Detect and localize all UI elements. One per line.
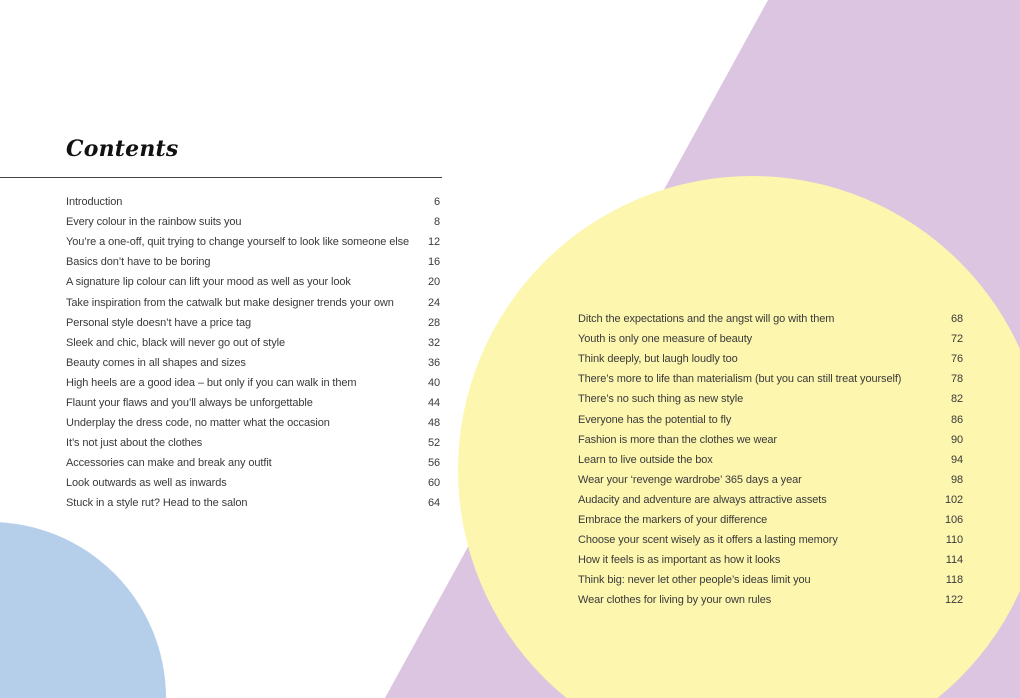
toc-entry (578, 570, 963, 590)
toc-entry (66, 272, 440, 292)
toc-entry-page: 94 (950, 453, 963, 466)
toc-entry-title: High heels are a good idea – but only if you can walk in them (66, 376, 357, 389)
toc-entry-page: 36 (427, 356, 440, 369)
toc-entry-page: 32 (427, 336, 440, 349)
toc-entry-page: 6 (433, 196, 440, 209)
toc-entry (66, 333, 440, 353)
toc-entry (578, 590, 963, 610)
toc-list-left (66, 192, 440, 514)
contents-title: Contents (66, 136, 179, 162)
toc-entry-title: Embrace the markers of your difference (578, 513, 768, 526)
toc-entry (66, 252, 440, 272)
toc-entry-title: Ditch the expectations and the angst will go with them (578, 313, 835, 326)
toc-entry-page: 98 (950, 473, 963, 486)
toc-entry-title: Personal style doesn’t have a price tag (66, 316, 252, 329)
toc-entry (66, 192, 440, 212)
toc-list-right (578, 309, 963, 610)
toc-entry-title: Flaunt your flaws and you’ll always be unforgettable (66, 396, 313, 409)
toc-entry (578, 409, 963, 429)
toc-entry (578, 349, 963, 369)
toc-entry (578, 389, 963, 409)
toc-entry-page: 118 (945, 574, 963, 587)
toc-entry-page: 56 (427, 457, 440, 470)
toc-entry-title: Wear your ‘revenge wardrobe’ 365 days a year (578, 473, 802, 486)
toc-entry-title: Accessories can make and break any outfit (66, 457, 272, 470)
toc-entry-title: Look outwards as well as inwards (66, 477, 227, 490)
toc-entry-title: Learn to live outside the box (578, 453, 713, 466)
toc-entry-title: Stuck in a style rut? Head to the salon (66, 497, 248, 510)
toc-entry (578, 309, 963, 329)
toc-entry-title: There’s no such thing as new style (578, 393, 744, 406)
toc-entry-page: 72 (950, 333, 963, 346)
toc-entry-title: It’s not just about the clothes (66, 437, 203, 450)
toc-entry-title: Think deeply, but laugh loudly too (578, 353, 738, 366)
toc-entry (578, 550, 963, 570)
toc-entry-title: Take inspiration from the catwalk but make designer trends your own (66, 296, 394, 309)
toc-entry-title: Basics don’t have to be boring (66, 256, 211, 269)
toc-entry-page: 24 (427, 296, 440, 309)
toc-entry-title: How it feels is as important as how it looks (578, 554, 781, 567)
toc-entry-title: Every colour in the rainbow suits you (66, 216, 242, 229)
toc-entry-page: 106 (944, 513, 963, 526)
toc-entry-title: Think big: never let other people’s ideas limit you (578, 574, 811, 587)
toc-entry-page: 122 (944, 594, 963, 607)
toc-entry-title: Sleek and chic, black will never go out of style (66, 336, 285, 349)
toc-entry (578, 510, 963, 530)
toc-entry (66, 232, 440, 252)
blue-circle (0, 522, 166, 698)
toc-entry-page: 48 (427, 417, 440, 430)
title-divider (0, 177, 442, 178)
toc-entry-title: There’s more to life than materialism (but you can still treat yourself) (578, 373, 902, 386)
toc-entry (578, 490, 963, 510)
toc-entry-page: 110 (945, 534, 963, 547)
toc-entry-page: 114 (945, 554, 963, 567)
toc-entry-title: Wear clothes for living by your own rules (578, 594, 772, 607)
toc-entry (66, 353, 440, 373)
toc-entry-page: 64 (427, 497, 440, 510)
toc-entry-title: Everyone has the potential to fly (578, 413, 732, 426)
toc-entry-title: Fashion is more than the clothes we wear (578, 433, 777, 446)
toc-entry-page: 20 (427, 276, 440, 289)
toc-entry-page: 12 (427, 236, 440, 249)
toc-entry-title: Underplay the dress code, no matter what the occasion (66, 417, 330, 430)
toc-entry (66, 493, 440, 513)
toc-entry (66, 292, 440, 312)
toc-entry-title: A signature lip colour can lift your mood as well as your look (66, 276, 351, 289)
toc-entry-page: 52 (427, 437, 440, 450)
toc-entry (578, 430, 963, 450)
toc-entry-page: 68 (950, 313, 963, 326)
toc-entry-title: Audacity and adventure are always attractive assets (578, 493, 827, 506)
toc-entry (66, 212, 440, 232)
toc-entry-page: 90 (950, 433, 963, 446)
toc-entry (66, 473, 440, 493)
toc-entry (578, 450, 963, 470)
toc-entry-page: 78 (950, 373, 963, 386)
toc-entry (578, 530, 963, 550)
toc-entry-page: 102 (944, 493, 963, 506)
toc-entry-page: 16 (427, 256, 440, 269)
toc-entry (578, 329, 963, 349)
toc-entry-page: 86 (950, 413, 963, 426)
toc-entry-title: You’re a one-off, quit trying to change yourself to look like someone else (66, 236, 409, 249)
toc-entry-page: 82 (950, 393, 963, 406)
toc-entry-title: Choose your scent wisely as it offers a lasting memory (578, 534, 838, 547)
toc-entry-page: 44 (427, 396, 440, 409)
toc-entry (66, 393, 440, 413)
toc-entry-title: Youth is only one measure of beauty (578, 333, 753, 346)
toc-entry (66, 413, 440, 433)
toc-entry-page: 76 (950, 353, 963, 366)
toc-entry (578, 470, 963, 490)
toc-entry-title: Introduction (66, 196, 123, 209)
toc-entry-page: 28 (427, 316, 440, 329)
toc-entry (66, 313, 440, 333)
toc-entry (66, 433, 440, 453)
toc-entry (66, 453, 440, 473)
toc-entry-page: 60 (427, 477, 440, 490)
toc-entry (66, 373, 440, 393)
toc-entry-title: Beauty comes in all shapes and sizes (66, 356, 246, 369)
toc-entry (578, 369, 963, 389)
toc-entry-page: 8 (433, 216, 440, 229)
toc-entry-page: 40 (427, 376, 440, 389)
